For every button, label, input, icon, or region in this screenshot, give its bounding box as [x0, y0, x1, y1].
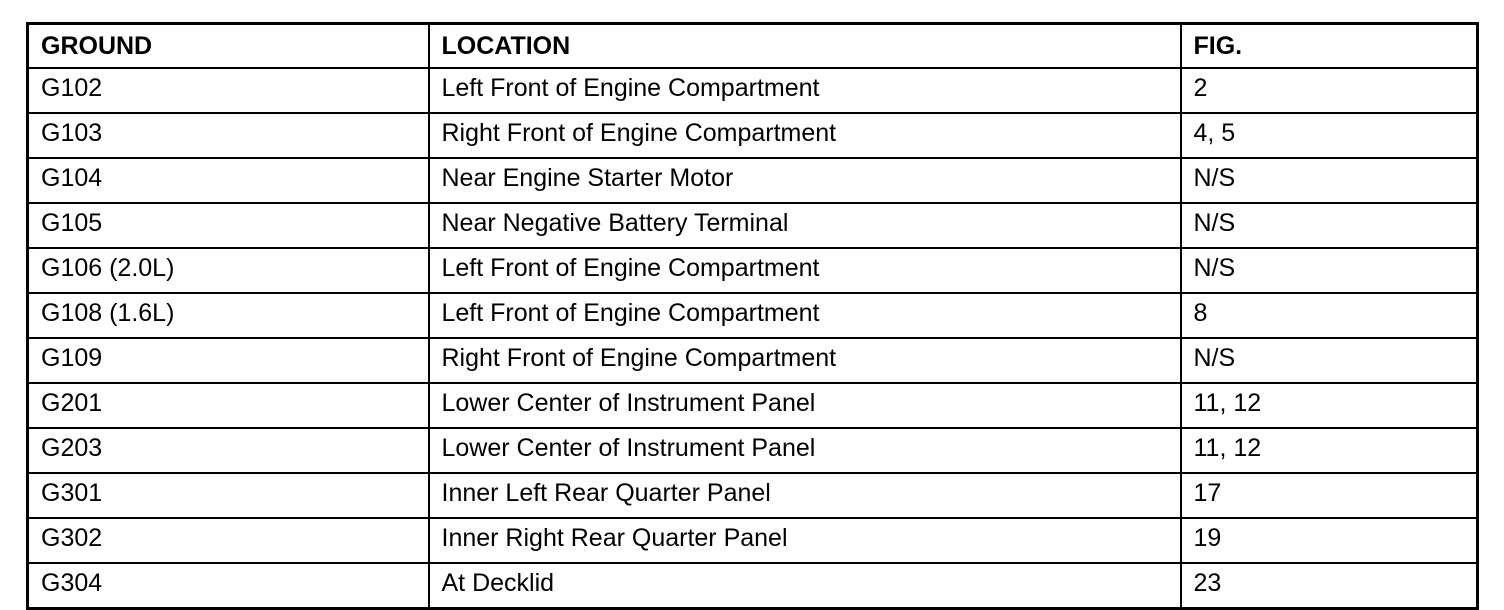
header-row [28, 24, 1478, 69]
location-cell: Near Engine Starter Motor [429, 158, 1181, 203]
ground-cell: G203 [28, 428, 429, 473]
fig-cell: 17 [1181, 473, 1478, 518]
fig-cell: 8 [1181, 293, 1478, 338]
ground-location-table [26, 22, 1479, 610]
table-row [28, 383, 1478, 428]
location-cell: Lower Center of Instrument Panel [429, 428, 1181, 473]
table-row [28, 68, 1478, 113]
fig-cell: 11, 12 [1181, 428, 1478, 473]
location-cell: Lower Center of Instrument Panel [429, 383, 1181, 428]
fig-cell: N/S [1181, 248, 1478, 293]
location-cell: Inner Right Rear Quarter Panel [429, 518, 1181, 563]
table-row [28, 473, 1478, 518]
header-fig: FIG. [1181, 24, 1478, 69]
ground-cell: G109 [28, 338, 429, 383]
ground-cell: G102 [28, 68, 429, 113]
ground-cell: G106 (2.0L) [28, 248, 429, 293]
ground-cell: G105 [28, 203, 429, 248]
fig-cell: N/S [1181, 158, 1478, 203]
location-cell: Left Front of Engine Compartment [429, 293, 1181, 338]
table-row [28, 563, 1478, 609]
ground-cell: G103 [28, 113, 429, 158]
fig-cell: 23 [1181, 563, 1478, 609]
table-row [28, 113, 1478, 158]
fig-cell: 19 [1181, 518, 1478, 563]
table-row [28, 293, 1478, 338]
header-ground: GROUND [28, 24, 429, 69]
ground-cell: G201 [28, 383, 429, 428]
table-row [28, 248, 1478, 293]
ground-cell: G108 (1.6L) [28, 293, 429, 338]
location-cell: Left Front of Engine Compartment [429, 248, 1181, 293]
ground-cell: G104 [28, 158, 429, 203]
table-row [28, 158, 1478, 203]
location-cell: Near Negative Battery Terminal [429, 203, 1181, 248]
header-location: LOCATION [429, 24, 1181, 69]
fig-cell: N/S [1181, 338, 1478, 383]
location-cell: Inner Left Rear Quarter Panel [429, 473, 1181, 518]
ground-cell: G302 [28, 518, 429, 563]
fig-cell: 2 [1181, 68, 1478, 113]
table-row [28, 428, 1478, 473]
fig-cell: 4, 5 [1181, 113, 1478, 158]
location-cell: At Decklid [429, 563, 1181, 609]
location-cell: Right Front of Engine Compartment [429, 113, 1181, 158]
fig-cell: N/S [1181, 203, 1478, 248]
ground-cell: G301 [28, 473, 429, 518]
table-row [28, 203, 1478, 248]
table-row [28, 518, 1478, 563]
location-cell: Left Front of Engine Compartment [429, 68, 1181, 113]
location-cell: Right Front of Engine Compartment [429, 338, 1181, 383]
table-row [28, 338, 1478, 383]
fig-cell: 11, 12 [1181, 383, 1478, 428]
ground-cell: G304 [28, 563, 429, 609]
